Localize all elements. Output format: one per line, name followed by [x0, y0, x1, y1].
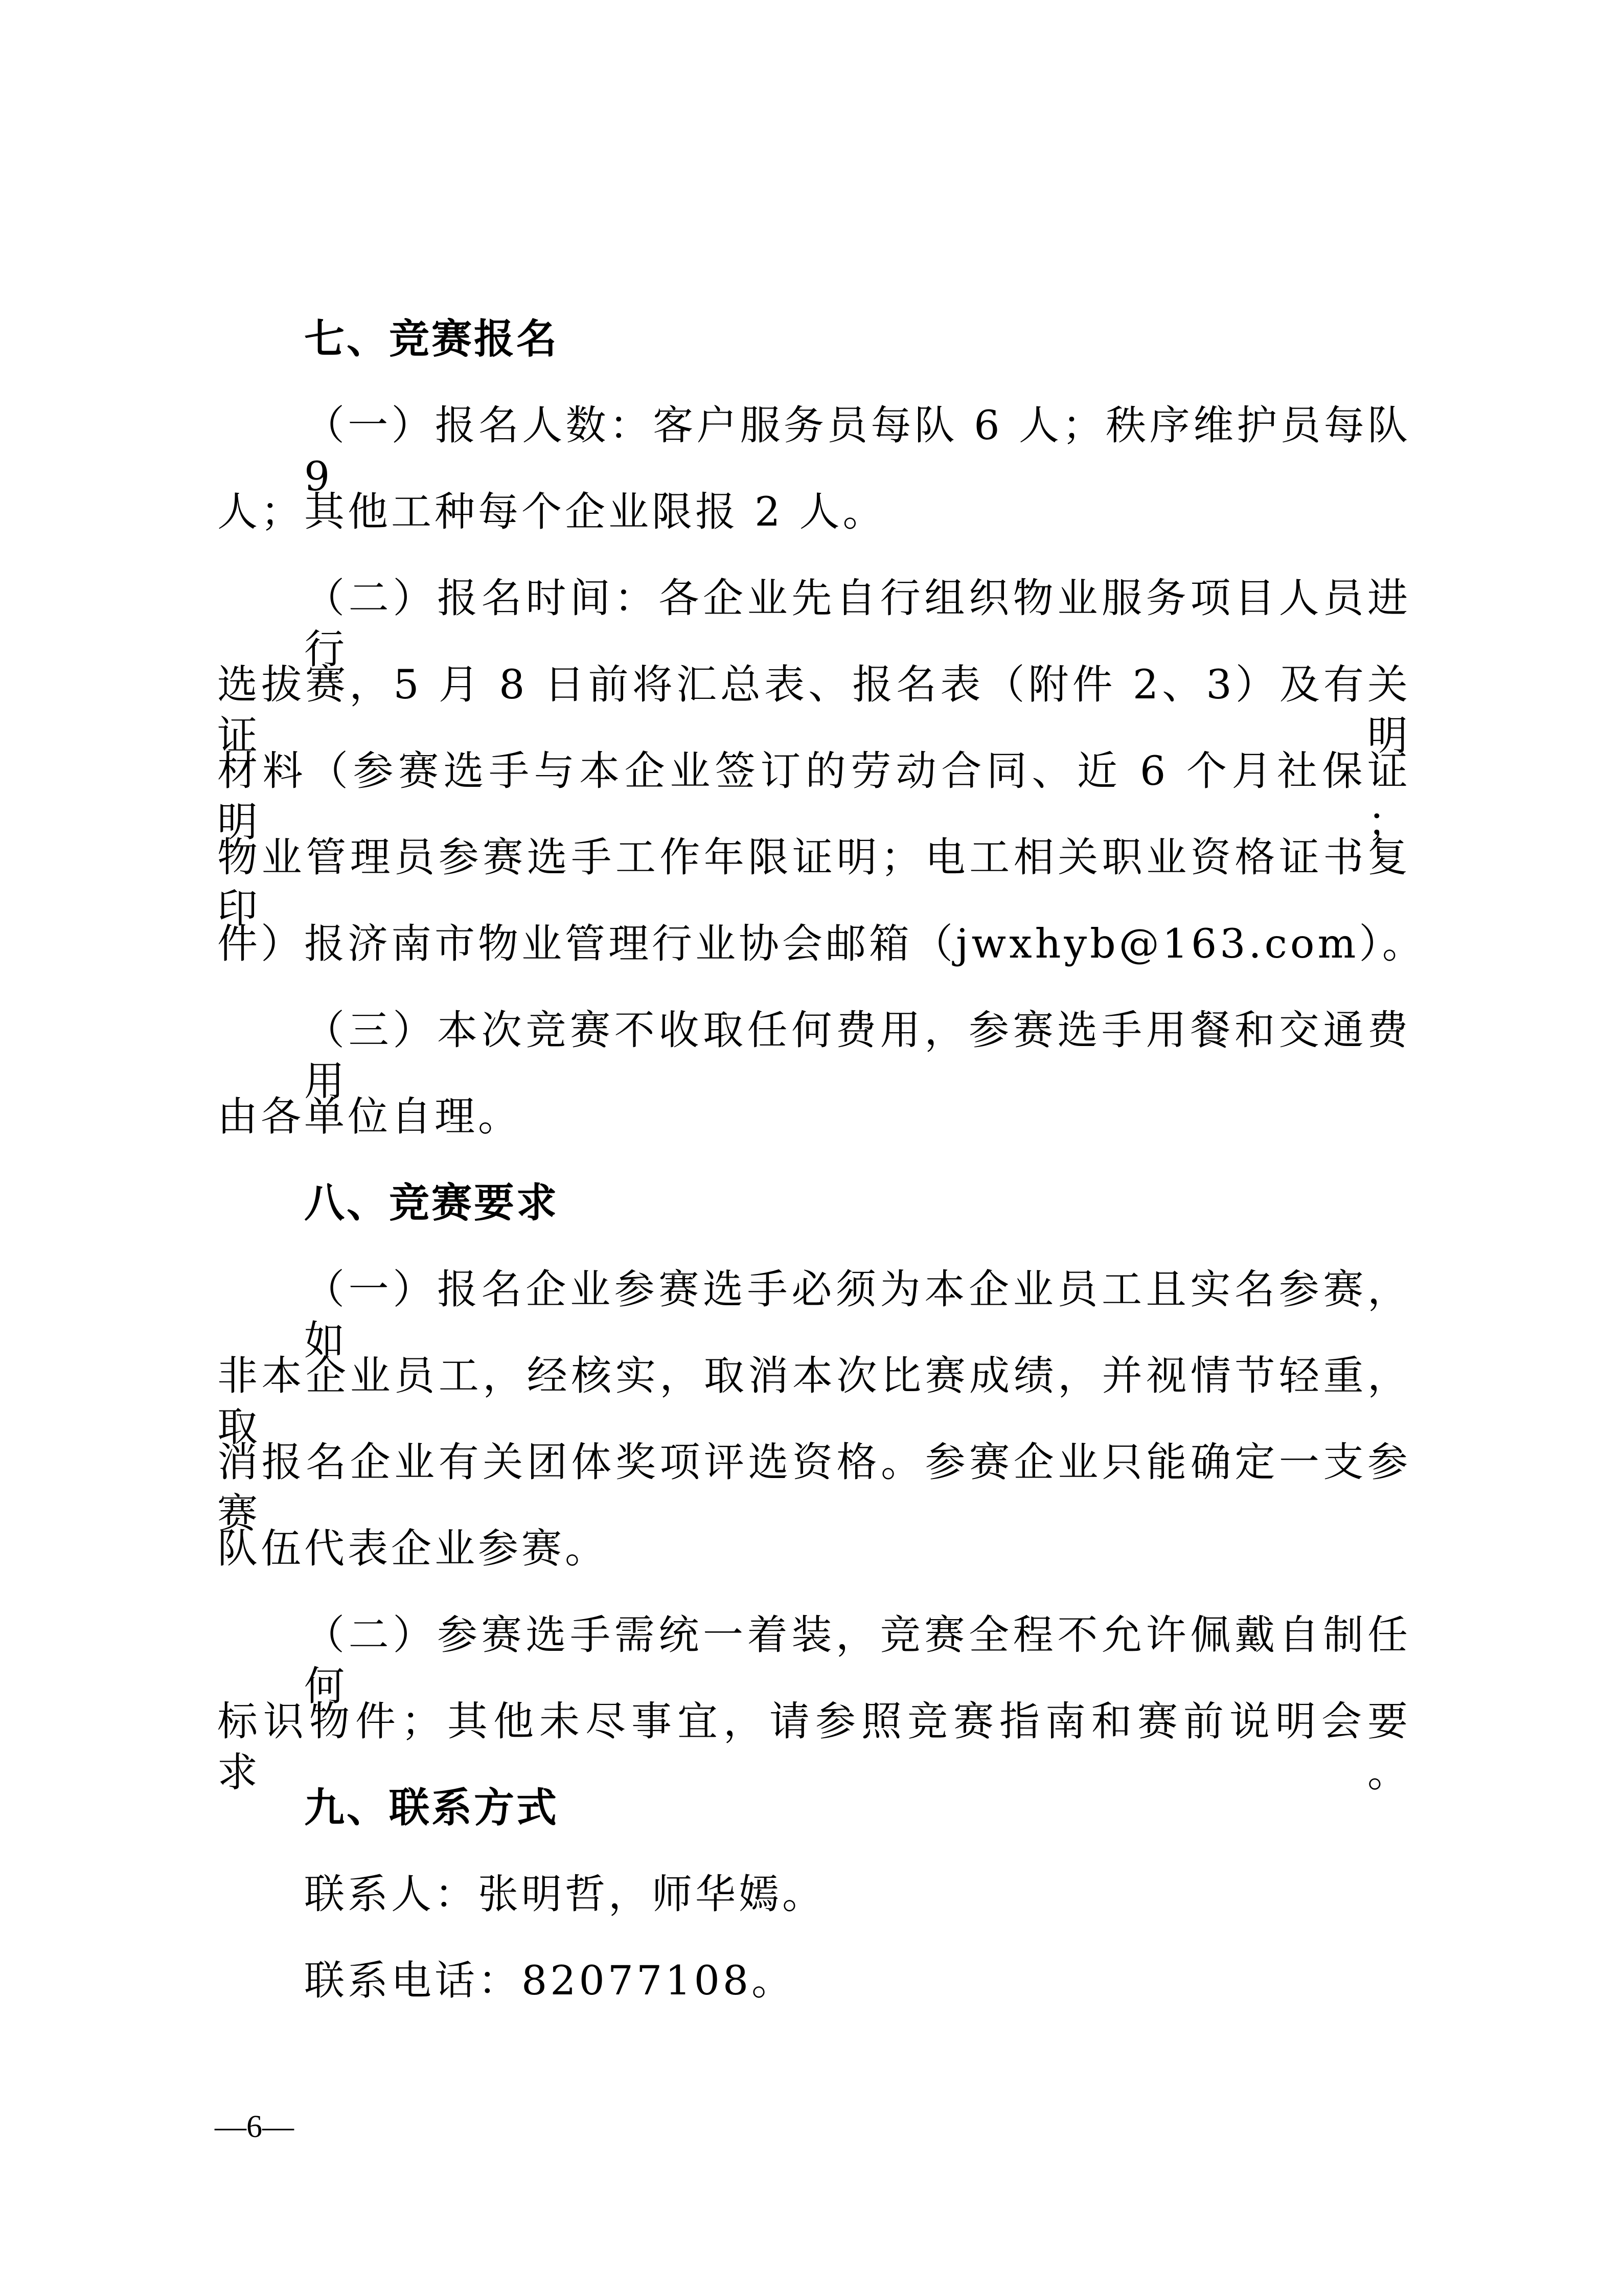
section-7-item-2-line-3: 材料（参赛选手与本企业签订的劳动合同、近 6 个月社保证明；: [217, 747, 1411, 846]
section-8-heading: 八、竞赛要求: [304, 1179, 559, 1226]
section-8-item-1-line-4: 队伍代表企业参赛。: [217, 1525, 608, 1572]
section-7-item-2-line-1: （二）报名时间：各企业先自行组织物业服务项目人员进行: [304, 575, 1411, 673]
section-7-item-3-line-1: （三）本次竞赛不收取任何费用，参赛选手用餐和交通费用: [304, 1007, 1411, 1105]
section-9-heading: 九、联系方式: [304, 1784, 559, 1831]
contact-phone: 联系电话：82077108。: [304, 1957, 795, 2004]
section-8-item-2-line-1: （二）参赛选手需统一着装，竞赛全程不允许佩戴自制任何: [304, 1611, 1411, 1710]
section-7-item-2-line-2: 选拔赛，5 月 8 日前将汇总表、报名表（附件 2、3）及有关证明: [217, 661, 1411, 759]
page-number: —6—: [215, 2109, 294, 2144]
section-7-heading: 七、竞赛报名: [304, 315, 559, 362]
section-7-item-2-line-5: 件）报济南市物业管理行业协会邮箱（jwxhyb@163.com）。: [217, 920, 1426, 967]
section-8-item-2-line-2: 标识物件；其他未尽事宜，请参照竞赛指南和赛前说明会要求。: [217, 1698, 1411, 1796]
section-7-item-1-line-1: （一）报名人数：客户服务员每队 6 人；秩序维护员每队 9: [304, 402, 1411, 500]
contact-person: 联系人：张明哲，师华嫣。: [304, 1871, 826, 1918]
section-7-item-3-line-2: 由各单位自理。: [217, 1093, 521, 1140]
section-7-item-2-line-4: 物业管理员参赛选手工作年限证明；电工相关职业资格证书复印: [217, 834, 1411, 932]
section-8-item-1-line-3: 消报名企业有关团体奖项评选资格。参赛企业只能确定一支参赛: [217, 1439, 1411, 1537]
section-8-item-1-line-1: （一）报名企业参赛选手必须为本企业员工且实名参赛，如: [304, 1266, 1411, 1364]
section-7-item-1-line-2: 人；其他工种每个企业限报 2 人。: [217, 488, 886, 535]
section-8-item-1-line-2: 非本企业员工，经核实，取消本次比赛成绩，并视情节轻重，取: [217, 1352, 1411, 1450]
